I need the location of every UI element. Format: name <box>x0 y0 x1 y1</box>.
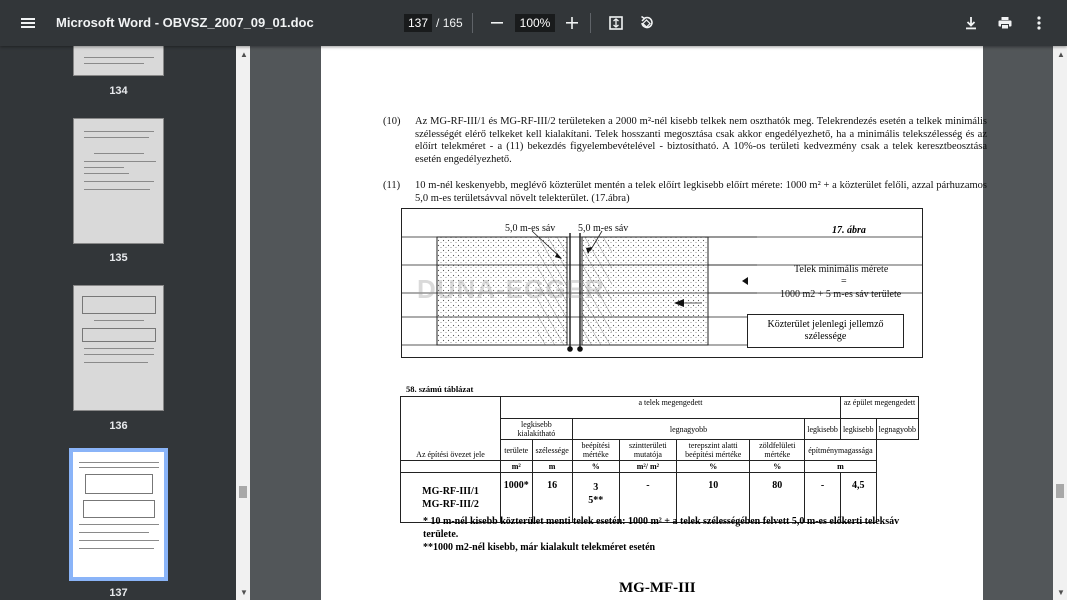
print-icon[interactable] <box>989 7 1021 39</box>
thumbnail-label: 134 <box>109 85 128 97</box>
max-height-header: legnagyobb <box>876 419 918 440</box>
unit-floor: m²/ m² <box>619 461 676 473</box>
building-header: az épület megengedett <box>840 397 918 419</box>
thumbnail-label: 136 <box>109 420 128 432</box>
thumbnail-page-134[interactable] <box>73 46 164 76</box>
footnote-2: **1000 m2-nél kisebb, már kialakult telekméret esetén <box>423 542 656 553</box>
min-size-formula: 1000 m2 + 5 m-es sáv területe <box>780 289 902 300</box>
thumbnail-page-137[interactable] <box>69 448 168 581</box>
strip-label-right: 5,0 m-es sáv <box>578 223 629 234</box>
table-title: 58. számú táblázat <box>406 384 474 394</box>
viewer-scrollbar[interactable] <box>1053 46 1067 600</box>
regulation-table <box>400 396 919 523</box>
unit-coverage: % <box>572 461 619 473</box>
strip-label-left: 5,0 m-es sáv <box>505 223 556 234</box>
document-viewer <box>250 46 1053 600</box>
menu-icon[interactable] <box>12 7 44 39</box>
zoom-out-icon[interactable] <box>481 7 513 39</box>
viewer-scrollbar-thumb[interactable] <box>1056 484 1064 498</box>
min-header: legkisebb <box>805 419 841 440</box>
scroll-up-icon[interactable]: ▲ <box>1057 50 1065 59</box>
fit-page-icon[interactable] <box>600 7 632 39</box>
sidebar-scrollbar[interactable] <box>236 46 250 600</box>
unit-under: % <box>677 461 750 473</box>
document-title: Microsoft Word - OBVSZ_2007_09_01.doc <box>56 15 314 30</box>
figure-caption: 17. ábra <box>832 225 866 236</box>
pdf-page: (10) Az MG-RF-III/1 és MG-RF-III/2 területeken a 2000 m²-nél kisebb telkek nem oszthatók meg. Telekrendezés esetén a telkek minimális szélességét elérő telkeket kell kialakítani. Telek hosszanti megosztása csak akkor engedélyezhető, ha a minimális telekszélesség és az előírt telekméret - a (11) bekezdés figyelembevételével - biztosítható. A 10%-os területi kedvezmény csak a telek keresztbeosztása esetén engedélyezhető. (11) 10 m-nél keskenyebb, meglévő közterület mentén a telek előírt legkisebb előírt mérete: 1000 m² + a közterület felőli, azzal párhuzamos 5,0 m-es területsávval növelt telekterület. (17.ábra) 17. ábra 5,0 m-es sáv 5,0 m-es sáv Telek minimális mérete = 1000 m2 + 5 m-es sáv területe Közterület jelenlegi jellemző szélessége DUNA-EGGER 58. számú táblázat Az építési övezet jele a telek megengedett az épület megengedett legkisebb kialakítható legnagyobb legkisebb legkisebb legnagyobb területe szélessége beépítési mértéke szintterületi mutatója terepszint alatti beépítési mértéke zöldfelületi mértéke építménymagassága m² m % m²/ m² % % m MG-RF-III/1 MG-RF-III/2 1000* 16 3 5** - 10 80 - 4,5 * 10 m-nél kisebb közterület menti telek esetén: 1000 m² + a telek szélességében felvett 5,0 m-es előkerti teleksáv területe. **1000 m2-nél kisebb, már kialakult telekméret esetén MG-MF-III <box>321 46 983 600</box>
col-under: terepszint alatti beépítési mértéke <box>677 440 750 461</box>
watermark-logo: DUNA-EGGER <box>417 274 605 304</box>
thumbnail-page-135[interactable] <box>73 118 164 244</box>
pdf-toolbar <box>0 0 1067 46</box>
thumbnail-page-136[interactable] <box>73 285 164 411</box>
table-row: MG-RF-III/1 MG-RF-III/2 1000* 16 3 5** - 10 80 - 4,5 <box>401 473 919 523</box>
col-area: területe <box>501 440 533 461</box>
zone-header: Az építési övezet jele <box>401 397 501 461</box>
plot-header: a telek megengedett <box>501 397 841 419</box>
page-number-input[interactable]: 137 <box>404 14 432 32</box>
unit-green: % <box>750 461 805 473</box>
max-header: legnagyobb <box>572 419 805 440</box>
col-green: zöldfelületi mértéke <box>750 440 805 461</box>
download-icon[interactable] <box>955 7 987 39</box>
toolbar-divider <box>472 13 473 33</box>
col-floor: szintterületi mutatója <box>619 440 676 461</box>
footnote-1: * 10 m-nél kisebb közterület menti telek esetén: 1000 m² + a telek szélességében felvett 5,0 m-es előkerti teleksáv területe. <box>423 516 900 540</box>
more-vert-icon[interactable] <box>1023 7 1055 39</box>
col-coverage: beépítési mértéke <box>572 440 619 461</box>
thumbnail-label: 135 <box>109 252 128 264</box>
sidebar-scrollbar-thumb[interactable] <box>239 486 247 498</box>
unit-area: m² <box>501 461 533 473</box>
min-size-equals: = <box>841 276 847 287</box>
thumbnail-sidebar <box>0 46 250 600</box>
scroll-down-icon[interactable]: ▼ <box>1057 588 1065 597</box>
rotate-icon[interactable] <box>630 7 662 39</box>
section-title: MG-MF-III <box>619 580 696 596</box>
page-count: / 165 <box>436 16 463 30</box>
min-height-header: legkisebb <box>840 419 876 440</box>
toolbar-divider <box>590 13 591 33</box>
unit-width: m <box>532 461 572 473</box>
scroll-up-icon[interactable]: ▲ <box>240 50 248 59</box>
thumbnail-label: 137 <box>109 587 128 599</box>
unit-height: m <box>805 461 876 473</box>
zoom-in-icon[interactable] <box>556 7 588 39</box>
street-width-box: Közterület jelenlegi jellemző szélessége <box>747 314 904 348</box>
col-height: építménymagassága <box>805 440 876 461</box>
col-width: szélessége <box>532 440 572 461</box>
zoom-input[interactable]: 100% <box>515 14 555 32</box>
scroll-down-icon[interactable]: ▼ <box>240 588 248 597</box>
min-form-header: legkisebb kialakítható <box>501 419 573 440</box>
min-size-label: Telek minimális mérete <box>794 264 889 275</box>
